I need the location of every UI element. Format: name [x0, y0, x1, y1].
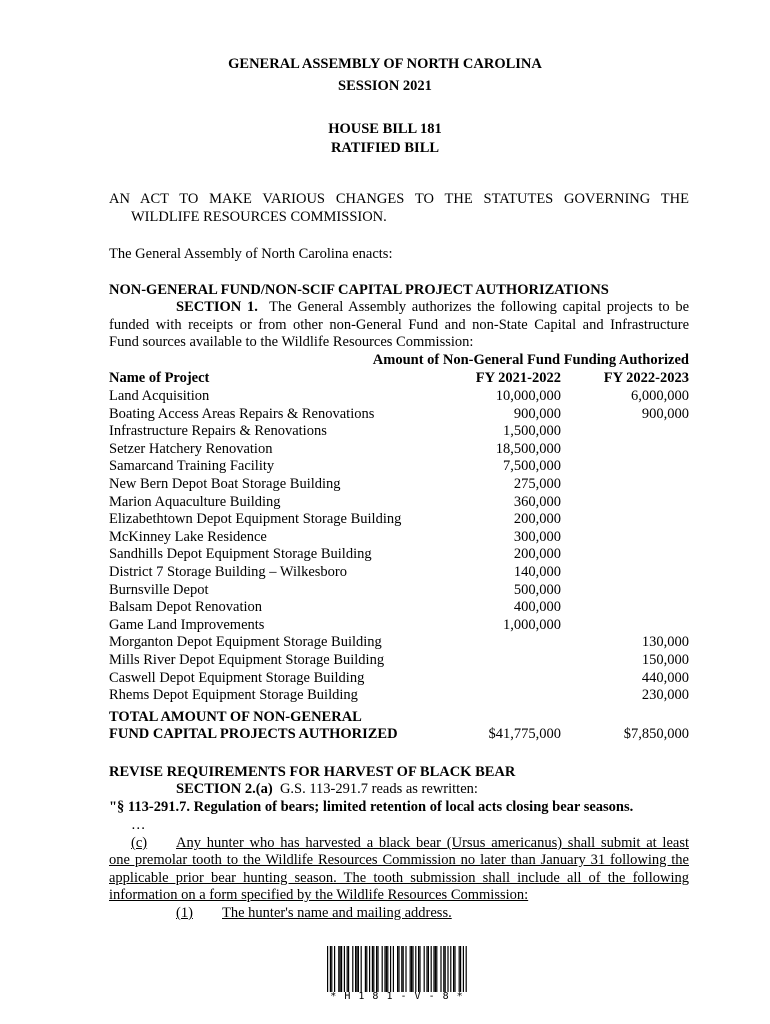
barcode-bar — [463, 946, 464, 992]
project-name: District 7 Storage Building – Wilkesboro — [109, 564, 347, 580]
enacting-clause: The General Assembly of North Carolina enacts: — [109, 246, 393, 262]
fy1-amount: 500,000 — [513, 581, 561, 598]
section1-line1 — [176, 299, 689, 317]
barcode-bar — [361, 946, 362, 992]
barcode-bar — [445, 946, 446, 992]
barcode-bar — [355, 946, 356, 992]
barcode-bar — [387, 946, 388, 992]
fy1-amount: 400,000 — [513, 599, 561, 616]
table-row — [109, 687, 689, 705]
table-row — [109, 599, 689, 617]
barcode-bar — [382, 946, 383, 992]
project-name: Game Land Improvements — [109, 616, 265, 633]
project-name: Samarcand Training Facility — [109, 458, 275, 475]
table-row — [109, 441, 689, 459]
barcode-bar — [384, 946, 385, 992]
fy2-amount: 150,000 — [641, 652, 689, 668]
project-name: Balsam Depot Renovation — [109, 599, 263, 616]
table-row — [109, 617, 689, 635]
section2-intro: G.S. 113-291.7 reads as rewritten: — [279, 781, 478, 797]
barcode-bar — [348, 946, 349, 992]
subsection-c-line4: information on a form specified by the Wildlife Resources Commission: — [109, 887, 529, 903]
table-row — [109, 458, 689, 476]
table-super-header: Amount of Non-General Fund Funding Authorized — [372, 352, 689, 368]
fy1-amount: 200,000 — [513, 546, 561, 563]
project-name: Boating Access Areas Repairs & Renovations — [109, 405, 375, 422]
barcode-bar — [340, 946, 341, 992]
section2-heading: REVISE REQUIREMENTS FOR HARVEST OF BLACK BEAR — [109, 764, 516, 780]
table-row — [109, 511, 689, 529]
fy1-amount: 900,000 — [513, 405, 561, 422]
fy1-amount: 360,000 — [513, 493, 561, 510]
barcode-bar — [459, 946, 460, 992]
barcode — [327, 946, 467, 992]
barcode-bar — [419, 946, 420, 992]
barcode-bar — [405, 946, 406, 992]
section1-label: SECTION 1. — [176, 299, 258, 315]
barcode-bar — [365, 946, 366, 992]
table-row — [109, 634, 689, 652]
barcode-bar — [443, 946, 444, 992]
barcode-bar — [341, 946, 342, 992]
barcode-bar — [418, 946, 419, 992]
barcode-bar — [352, 946, 353, 992]
act-title-line1: AN ACT TO MAKE VARIOUS CHANGES TO THE STATUTES GOVERNING THE — [109, 191, 689, 207]
fy2-amount: 230,000 — [641, 687, 689, 704]
barcode-bar — [403, 946, 404, 992]
assembly-title: GENERAL ASSEMBLY OF NORTH CAROLINA — [228, 56, 542, 72]
table-row — [109, 582, 689, 600]
fy1-amount: 1,500,000 — [503, 423, 561, 440]
barcode-bar — [393, 946, 394, 992]
project-name: Morganton Depot Equipment Storage Building — [109, 634, 382, 651]
item-1-label: (1) — [176, 905, 193, 921]
project-name: Burnsville Depot — [109, 581, 209, 598]
fy2-amount: 6,000,000 — [631, 388, 689, 404]
fy1-amount: 275,000 — [513, 476, 561, 492]
barcode-bar — [376, 946, 377, 992]
barcode-bar — [435, 946, 436, 992]
barcode-bar — [372, 946, 373, 992]
barcode-bar — [466, 946, 467, 992]
barcode-bar — [447, 946, 448, 992]
col-header-name: Name of Project — [109, 370, 210, 386]
barcode-bar — [436, 946, 437, 992]
barcode-bar — [377, 946, 378, 992]
barcode-bar — [412, 946, 413, 992]
barcode-bar — [344, 946, 345, 992]
table-total-row-2 — [109, 726, 689, 744]
total-fy2: $7,850,000 — [623, 726, 689, 742]
fy1-amount: 300,000 — [513, 528, 561, 545]
item-1-text: The hunter's name and mailing address. — [222, 905, 452, 921]
barcode-bar — [401, 946, 402, 992]
statute-heading: "§ 113-291.7. Regulation of bears; limited retention of local acts closing bear seasons. — [109, 799, 634, 815]
section2-label: SECTION 2.(a) — [176, 781, 273, 797]
barcode-bar — [397, 946, 398, 992]
project-name: McKinney Lake Residence — [109, 528, 267, 545]
project-name: Caswell Depot Equipment Storage Building — [109, 669, 365, 686]
section1-line3: Fund sources available to the Wildlife Resources Commission: — [109, 334, 474, 350]
total-fy1: $41,775,000 — [488, 726, 561, 742]
fy1-amount: 18,500,000 — [495, 440, 561, 457]
ellipsis: … — [131, 817, 146, 833]
total-label-line2: FUND CAPITAL PROJECTS AUTHORIZED — [109, 726, 398, 742]
bill-number: HOUSE BILL 181 — [328, 121, 442, 137]
table-row — [109, 388, 689, 406]
barcode-caption: * H 1 8 1 - V - 8 * — [330, 991, 464, 1002]
barcode-bar — [398, 946, 399, 992]
fy1-amount: 10,000,000 — [495, 388, 561, 404]
project-name: Mills River Depot Equipment Storage Building — [109, 652, 385, 668]
subsection-c-line1 — [131, 835, 689, 853]
table-row — [109, 652, 689, 670]
bill-status: RATIFIED BILL — [330, 140, 440, 156]
barcode-bar — [424, 946, 425, 992]
project-name: Land Acquisition — [109, 388, 210, 404]
fy1-amount: 7,500,000 — [503, 458, 561, 475]
act-title-line2: WILDLIFE RESOURCES COMMISSION. — [131, 209, 387, 225]
fy1-amount: 200,000 — [513, 511, 561, 528]
col-header-fy2: FY 2022-2023 — [603, 370, 689, 386]
fy2-amount: 130,000 — [641, 634, 689, 651]
total-label-line1: TOTAL AMOUNT OF NON-GENERAL — [109, 709, 362, 725]
subsection-c-line2: one premolar tooth to the Wildlife Resources Commission no later than January 31 following the — [109, 852, 689, 868]
table-row — [109, 670, 689, 688]
barcode-bar — [373, 946, 374, 992]
barcode-bar — [386, 946, 387, 992]
table-total-row-1 — [109, 709, 689, 727]
table-row — [109, 476, 689, 494]
barcode-bar — [330, 946, 331, 992]
barcode-bar — [411, 946, 412, 992]
table-header-row — [109, 370, 689, 388]
project-name: Sandhills Depot Equipment Storage Building — [109, 546, 372, 563]
section1-heading: NON-GENERAL FUND/NON-SCIF CAPITAL PROJECT AUTHORIZATIONS — [109, 282, 609, 298]
barcode-bar — [454, 946, 455, 992]
barcode-bar — [331, 946, 332, 992]
section2-intro-line — [176, 781, 478, 799]
project-name: Setzer Hatchery Renovation — [109, 440, 273, 457]
barcode-bar — [356, 946, 357, 992]
barcode-bar — [460, 946, 461, 992]
fy1-amount: 1,000,000 — [503, 616, 561, 633]
section1-line2: funded with receipts or from other non-General Fund and non-State Capital and Infrastructure — [109, 317, 689, 333]
table-row — [109, 423, 689, 441]
barcode-bar — [358, 946, 359, 992]
barcode-bar — [327, 946, 328, 992]
col-header-fy1: FY 2021-2022 — [475, 370, 561, 386]
barcode-bar — [390, 946, 391, 992]
project-name: Marion Aquaculture Building — [109, 493, 281, 510]
barcode-bar — [431, 946, 432, 992]
table-row — [109, 529, 689, 547]
barcode-bar — [366, 946, 367, 992]
barcode-bar — [334, 946, 335, 992]
fy2-amount: 900,000 — [641, 405, 689, 422]
fy1-amount: 140,000 — [513, 564, 561, 580]
barcode-bar — [428, 946, 429, 992]
table-row — [109, 564, 689, 582]
barcode-bar — [410, 946, 411, 992]
barcode-bar — [338, 946, 339, 992]
session-title: SESSION 2021 — [338, 78, 432, 94]
subsection-c-text: Any hunter who has harvested a black bear (Ursus americanus) shall submit at least — [176, 835, 689, 851]
barcode-bar — [369, 946, 370, 992]
project-name: Elizabethtown Depot Equipment Storage Building — [109, 511, 402, 528]
barcode-bar — [347, 946, 348, 992]
project-name: Infrastructure Repairs & Renovations — [109, 423, 327, 440]
barcode-bar — [440, 946, 441, 992]
barcode-bar — [450, 946, 451, 992]
subsection-c-label: (c) — [131, 835, 148, 851]
barcode-bar — [433, 946, 434, 992]
subsection-c-line3: applicable prior bear hunting season. The tooth submission shall include all of the following — [109, 870, 689, 886]
fy2-amount: 440,000 — [641, 669, 689, 686]
barcode-bar — [453, 946, 454, 992]
table-row — [109, 494, 689, 512]
barcode-bar — [415, 946, 416, 992]
project-name: Rhems Depot Equipment Storage Building — [109, 687, 358, 704]
table-row — [109, 546, 689, 564]
barcode-bar — [426, 946, 427, 992]
table-row — [109, 406, 689, 424]
section1-text: The General Assembly authorizes the following capital projects to be — [269, 299, 690, 315]
project-name: New Bern Depot Boat Storage Building — [109, 476, 341, 492]
